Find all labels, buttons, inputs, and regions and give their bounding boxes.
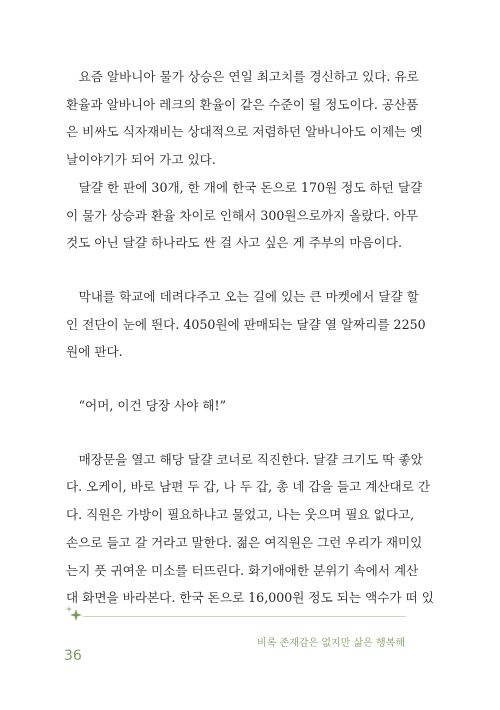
body-text: [66, 63, 434, 612]
footer-divider: [83, 616, 406, 617]
body-line: 대 화면을 바라본다. 한국 돈으로 16,000원 정도 되는 액수가 떠 있: [66, 590, 434, 606]
body-line: 매장문을 열고 해당 달걀 코너로 직진한다. 달걀 크기도 딱 좋았: [78, 451, 423, 467]
paragraph-gap: [66, 257, 406, 283]
body-line: 는지 풋 귀여운 미소를 터뜨린다. 화기애애한 분위기 속에서 계산: [66, 562, 419, 578]
body-line: 다. 오케이, 바로 남편 두 갑, 나 두 갑, 총 네 갑을 들고 계산대로 간: [66, 479, 431, 495]
body-line: 원에 판다.: [66, 344, 123, 360]
body-line: 은 비싸도 식자재비는 상대적으로 저렴하던 알바니아도 이제는 옛: [66, 124, 423, 140]
dialogue-line: “어머, 이건 당장 사야 해!”: [78, 398, 227, 414]
body-line: 막내를 학교에 데려다주고 오는 길에 있는 큰 마켓에서 달걀 할: [78, 288, 419, 304]
running-title: 비록 존재감은 없지만 삶은 행복해: [257, 638, 405, 649]
body-line: 날이야기가 되어 가고 있다.: [66, 152, 216, 168]
body-line: 인 전단이 눈에 띈다. 4050원에 판매되는 달걀 열 알짜리를 2250: [66, 316, 426, 332]
paragraph-gap: [66, 366, 406, 392]
body-line: 손으로 들고 갈 거라고 말한다. 젊은 여직원은 그런 우리가 재미있: [66, 534, 423, 550]
paragraph-gap: [66, 420, 406, 446]
body-line: 이 물가 상승과 환율 차이로 인해서 300원으로까지 올랐다. 아무: [66, 207, 419, 223]
page-number: 36: [64, 648, 82, 664]
body-line: 요즘 알바니아 물가 상승은 연일 최고치를 경신하고 있다. 유로: [78, 69, 419, 84]
sparkle-icon: [64, 604, 86, 626]
body-line: 것도 아닌 달걀 하나라도 싼 걸 사고 싶은 게 주부의 마음이다.: [66, 235, 403, 251]
body-line: 다. 직원은 가방이 필요하냐고 물었고, 나는 웃으며 필요 없다고,: [66, 507, 415, 523]
body-line: 달걀 한 판에 30개, 한 개에 한국 돈으로 170원 정도 하던 달걀: [78, 179, 423, 195]
body-line: 환율과 알바니아 레크의 환율이 같은 수준이 될 정도이다. 공산품: [66, 96, 419, 112]
